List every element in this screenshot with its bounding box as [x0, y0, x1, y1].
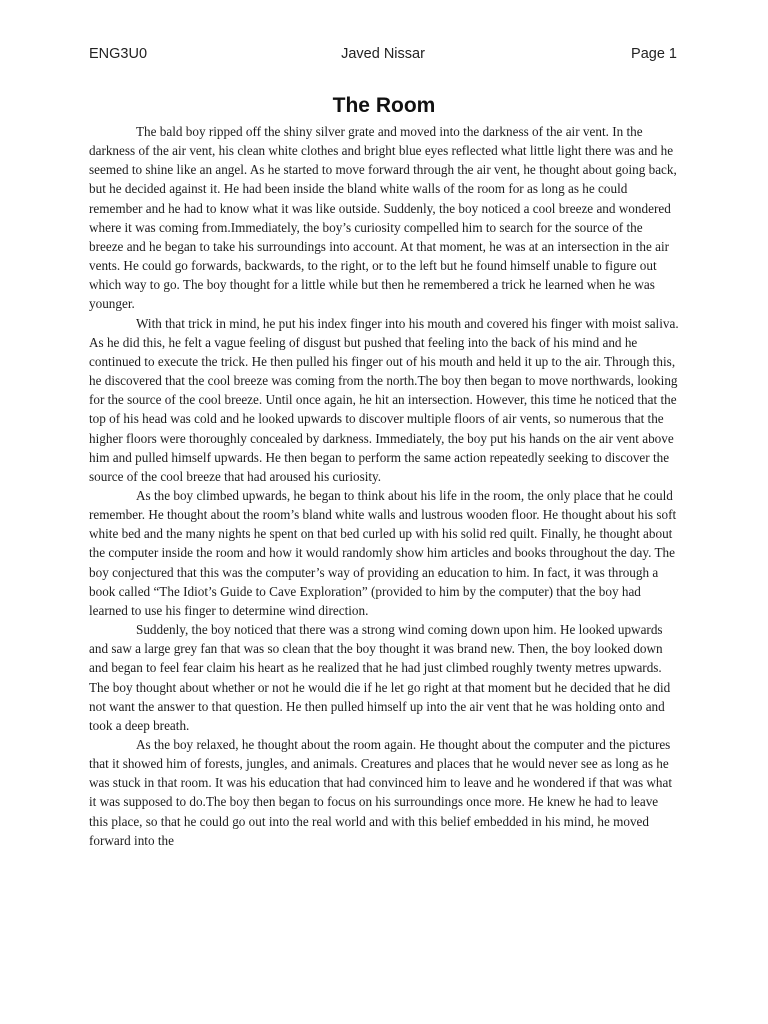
paragraph: As the boy climbed upwards, he began to think about his life in the room, the only place that he could remember. He thought about the room’s bland white walls and lustrous wooden floor. He thought about his soft white bed and the many nights he spent on that bed curled up with his solid red quilt. Finally, he thought about the computer inside the room and how it would randomly show him articles and books throughout the day. The boy conjectured that this was the computer’s way of providing an education to him. In fact, it was through a book called “The Idiot’s Guide to Cave Exploration” (provided to him by the computer) that the boy had learned to use his finger to determine wind direction.	[89, 487, 677, 618]
author-name: Javed Nissar	[341, 46, 425, 62]
paragraph: The bald boy ripped off the shiny silver grate and moved into the darkness of the air vent. In the darkness of the air vent, his clean white clothes and bright blue eyes reflected what little light there was and he seemed to shine like an angel. As he started to move forward through the air vent, he thought about going back, but he decided against it. He had been inside the bland white walls of the room for as long as he could remember and he had to know what it was like outside. Suddenly, the boy noticed a cool breeze and wondered where it was coming from.Immediately, the boy’s curiosity compelled him to search for the source of the breeze and he began to take his surroundings into account. At that moment, he was at an intersection in the air vents. He could go forwards, backwards, to the right, or to the left but he found himself unable to figure out which way to go. The boy thought for a little while but then he remembered a trick he learned when he was younger.	[89, 124, 677, 312]
page-number: Page 1	[631, 46, 677, 62]
course-code: ENG3U0	[89, 46, 148, 62]
paragraph: As the boy relaxed, he thought about the room again. He thought about the computer and the pictures that it showed him of forests, jungles, and animals. Creatures and places that he would never see as long as he was stuck in that room. It was his education that had convinced him to leave and he wondered if that was what it was supposed to do.The boy then began to focus on his surroundings once more. He knew he had to leave this place, so that he could go out into the real world and with this belief embedded in his mind, he moved forward into the	[89, 737, 673, 848]
document-body	[89, 122, 679, 850]
paragraph: Suddenly, the boy noticed that there was a strong wind coming down upon him. He looked upwards and saw a large grey fan that was so clean that the boy thought it was brand new. Then, the boy looked down and began to feel fear claim his heart as he realized that he had just climbed roughly twenty metres upwards. The boy thought about whether or not he would die if he let go right at that moment but he decided that he did not want the answer to that question. He then pulled himself up into the air vent that he was holding onto and took a deep breath.	[89, 622, 671, 733]
page-header	[89, 46, 677, 68]
paragraph: With that trick in mind, he put his index finger into his mouth and covered his finger with moist saliva. As he did this, he felt a vague feeling of disgust but pushed that feeling into the back of his mind and he continued to execute the trick. He then pulled his finger out of his mouth and held it up to the air. Through this, he discovered that the cool breeze was coming from the north.The boy then began to move northwards, looking for the source of the cool breeze. Until once again, he hit an intersection. However, this time he noticed that the top of his head was cold and he looked upwards to discover multiple floors of air vents, so numerous that the higher floors were thoroughly concealed by darkness. Immediately, the boy put his hands on the air vent above him and pulled himself upwards. He then began to perform the same action repeatedly seeking to discover the source of the cool breeze that had aroused his curiosity.	[89, 315, 679, 484]
document-title: The Room	[332, 94, 436, 117]
